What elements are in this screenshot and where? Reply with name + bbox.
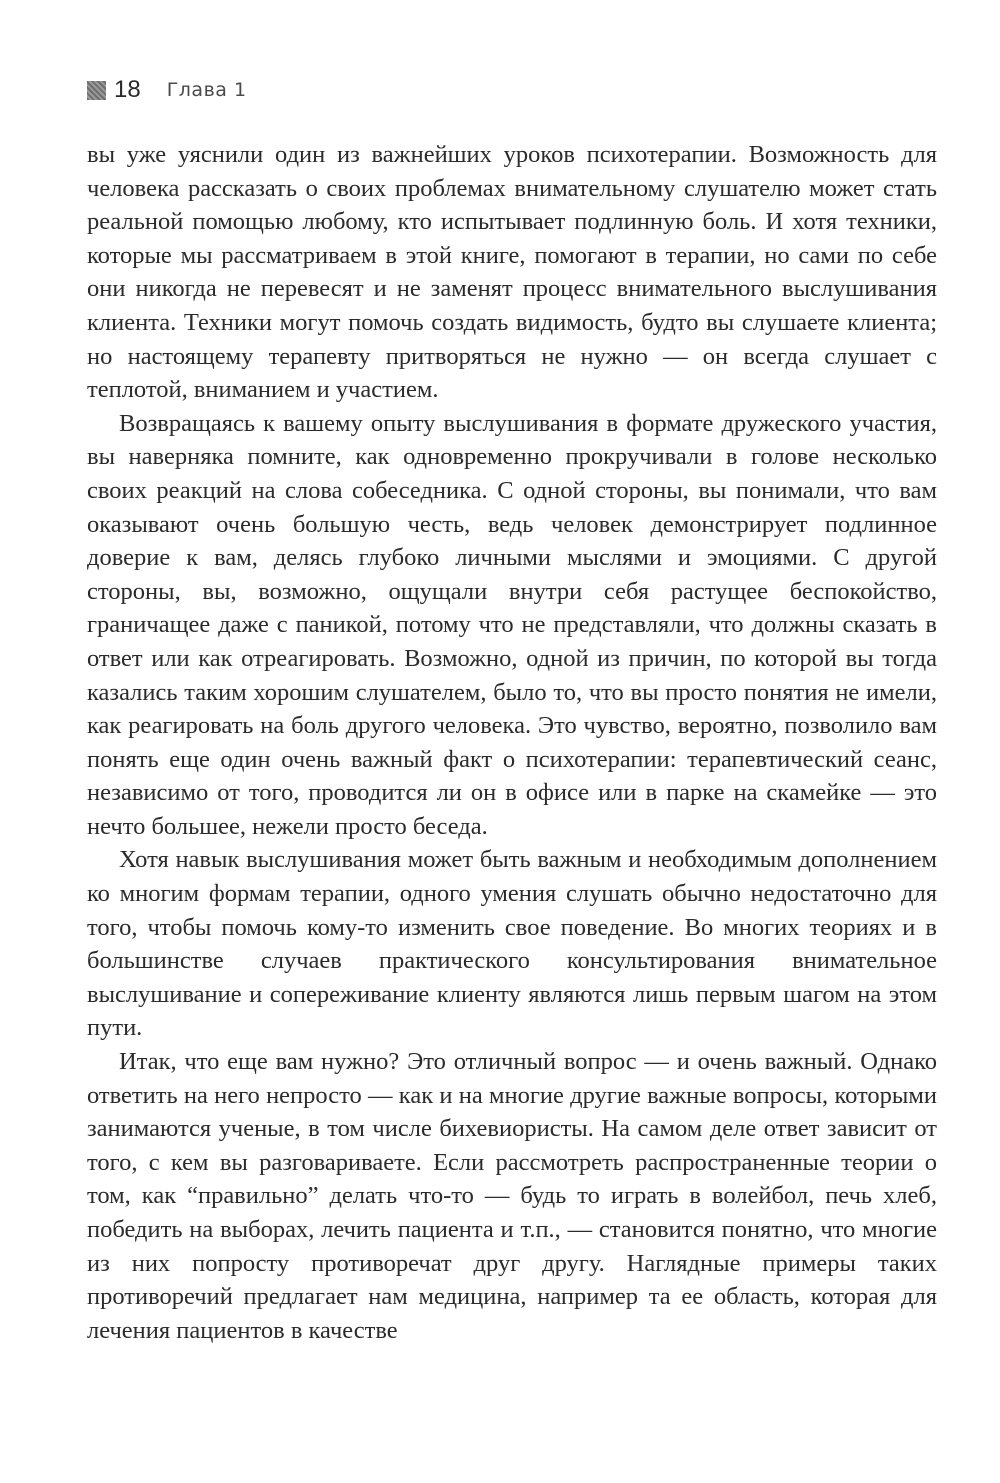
paragraph-1: вы уже уяснили один из важнейших уроков психотерапии. Возможность для человека рассказать о своих проблемах внимательному слушателю может стать реальной помощью любому, кто испытывает подлинную боль. И хотя техники, которые мы рассматриваем в этой книге, помогают в терапии, но сами по себе они никогда не перевесят и не заменят процесс внимательного выслушивания клиента. Техники могут помочь создать видимость, будто вы слушаете клиента; но настоящему терапевту притворяться не нужно — он всегда слушает с теплотой, вниманием и участием. <box>87 141 937 404</box>
chapter-title: Глава 1 <box>166 79 247 101</box>
body-text <box>87 138 937 1347</box>
running-header <box>87 72 247 108</box>
page-number: 18 <box>114 76 141 103</box>
paragraph-3: Хотя навык выслушивания может быть важным и необходимым дополнением ко многим формам терапии, одного умения слушать обычно недостаточно для того, чтобы помочь кому-то изменить свое поведение. Во многих теориях и в большинстве случаев практического консультирования внимательное выслушивание и сопереживание клиенту являются лишь первым шагом на этом пути. <box>87 846 937 1042</box>
paragraph-4: Итак, что еще вам нужно? Это отличный вопрос — и очень важный. Однако ответить на него непросто — как и на многие другие важные вопросы, которыми занимаются ученые, в том числе бихевиористы. На самом деле ответ зависит от того, с кем вы разговариваете. Если рассмотреть распространенные теории о том, как “правильно” делать что-то — будь то играть в волейбол, печь хлеб, победить на выборах, лечить пациента и т.п., — становится понятно, что многие из них попросту противоречат друг другу. Наглядные примеры таких противоречий предлагает нам медицина, например та ее область, которая для лечения пациентов в качестве <box>87 1048 937 1344</box>
paragraph-2: Возвращаясь к вашему опыту выслушивания в формате дружеского участия, вы наверняка помните, как одновременно прокручивали в голове несколько своих реакций на слова собеседника. С одной стороны, вы понимали, что вам оказывают очень большую честь, ведь человек демонстрирует подлинное доверие к вам, делясь глубоко личными мыслями и эмоциями. С другой стороны, вы, возможно, ощущали внутри себя растущее беспокойство, граничащее даже с паникой, потому что не представляли, что должны сказать в ответ или как отреагировать. Возможно, одной из причин, по которой вы тогда казались таким хорошим слушателем, было то, что вы просто понятия не имели, как реагировать на боль другого человека. Это чувство, вероятно, позволило вам понять еще один очень важный факт о психотерапии: терапевтический сеанс, независимо от того, проводится ли он в офисе или в парке на скамейке — это нечто большее, нежели просто беседа. <box>87 409 937 840</box>
header-square-marker <box>87 81 106 100</box>
